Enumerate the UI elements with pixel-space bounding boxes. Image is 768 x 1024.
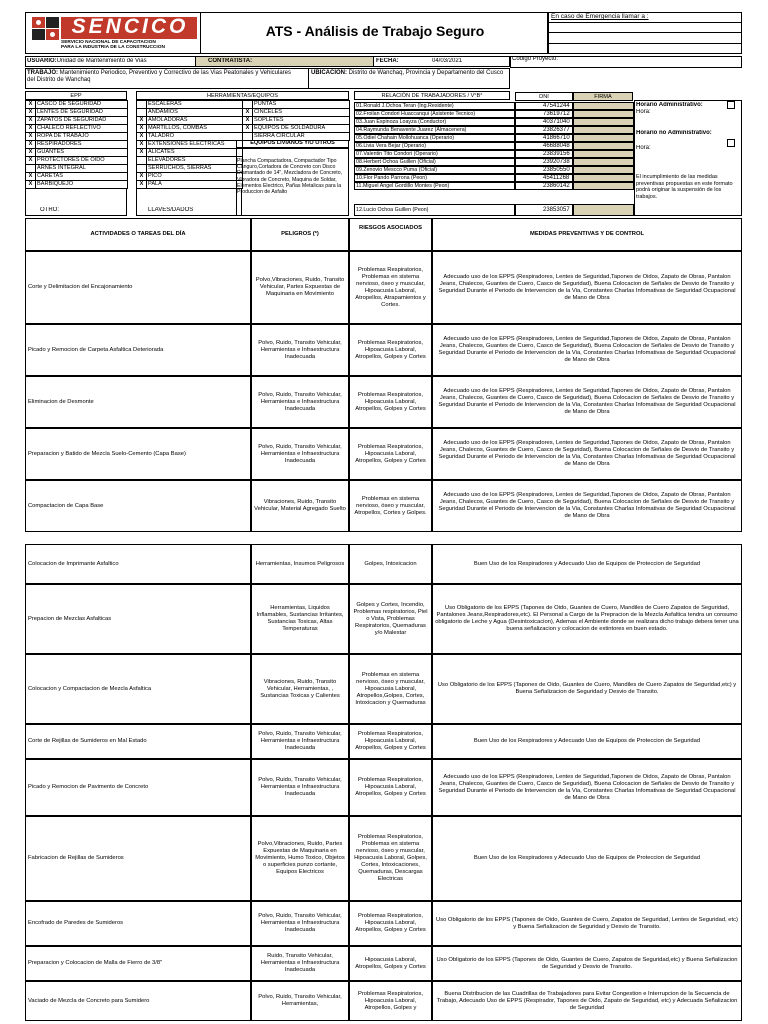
- risks-cell: Golpes y Cortes, Incendio, Problemas respiratorios, Piel o Vista, Problemas Respiratorios, Quemaduras y/o Malestar: [349, 584, 432, 654]
- hazards-cell: Polvo,Vibraciones, Ruido, Transito Vehicular, Partes Expuestas de Maquinaria en Movimiento: [251, 251, 349, 324]
- controls-cell: Uso Obligatorio de los EPPS (Tapones de Oido, Guantes de Cuero, Mandiles de Cuero Zapatos de Seguridad,etc) y Buena Señalizacion de Seguridad y Desvio de Transito.: [432, 654, 742, 724]
- codigo-proyecto-label: Código Proyecto:: [512, 56, 559, 62]
- light-equipment-title: EQUIPOS LIVIANOS Y/O OTROS: [250, 140, 335, 146]
- controls-cell: Buen Uso de los Respiradores y Adecuado Uso de Equipos de Proteccion de Seguridad: [432, 816, 742, 901]
- worker-name: 08.Herbert Ochoa Guillen (Oficial): [354, 158, 515, 166]
- epp-item-label: CHALECO REFLECTIVO: [36, 125, 128, 133]
- tool-item-label: SOPLETES: [253, 117, 350, 125]
- hazards-cell: Polvo,Vibraciones, Ruido, Partes Expuestas de Maquinaria en Movimiento, Humo Toxico, Objetos o superficies punzo cortante, Equipos Electricos: [251, 816, 349, 901]
- fecha-value: 04/03/2021: [432, 58, 463, 64]
- worker-name: 03.Juan Espinoza Loayza (Conductor): [354, 118, 515, 126]
- risks-cell: Problemas Respiratorios, Problemas en sistema nervioso, óseo y muscular, Hipoacusia Laboral, Golpes, Cortes, Intoxicaciones, Quemaduras, Descargas Electricas: [349, 816, 432, 901]
- tools-title: HERRAMIENTAS/EQUIPOS: [136, 91, 349, 100]
- epp-item-label: PROTECTORES DE OIDO: [36, 157, 128, 165]
- epp-item-checkmark[interactable]: X: [26, 133, 36, 141]
- risks-cell: Problemas en sistema nervioso, óseo y muscular, Atropellos, Cortes y Golpes.: [349, 480, 432, 532]
- epp-item-label: CARETAS: [36, 173, 128, 181]
- worker-dni: 23839156: [515, 150, 573, 158]
- tool-item-label: ESCALERAS: [147, 101, 243, 109]
- worker-name: 02.Froilan Condori Huaccanqui (Asistente Tecnico): [354, 110, 515, 118]
- hazards-cell: Polvo, Ruido, Transito Vehicular, Herramientas e Infraestructura Inadecuada: [251, 428, 349, 480]
- worker-dni: 47541244: [515, 102, 573, 110]
- tool-item-label: EXTENSIONES ELECTRICAS: [147, 141, 243, 149]
- contratista-label: CONTRATISTA:: [208, 58, 253, 64]
- activity-cell: Colocacion de Imprimante Asfaltico: [25, 544, 251, 584]
- activity-cell: Corte de Rejillas de Sumideros en Mal Estado: [25, 724, 251, 759]
- epp-item-checkmark[interactable]: X: [26, 173, 36, 181]
- tool-item-label: CINCELES: [253, 109, 350, 117]
- worker-dni: 45411268: [515, 174, 573, 182]
- header-actividades: ACTIVIDADES O TAREAS DEL DÍA: [25, 218, 251, 251]
- controls-cell: Buena Distribucion de las Cuadrillas de Trabajadores para Evitar Congestion e Interrupcion de la Secuencia de Trabajo, Adecuado Uso de EPPS (Respirador, Tapones de Oido, Zapato de Seguridad, etc) y Adecuada Señalizacion de Seguridad: [432, 981, 742, 1021]
- noadmin-hora-label: Hora:: [636, 145, 651, 151]
- worker-dni: 23853057: [515, 204, 573, 216]
- fecha-label: FECHA:: [376, 58, 399, 64]
- activity-cell: Encofrado de Paredes de Sumideros: [25, 901, 251, 946]
- risks-cell: Problemas Respiratorios, Hipoacusia Laboral, Atropellos, Golpes y Cortes: [349, 724, 432, 759]
- risks-cell: Problemas Respiratorios, Problemas en sistema nervioso, óseo y muscular, Hipoacusia Laboral, Atropellos, Atrapamientos y Cortes.: [349, 251, 432, 324]
- risks-cell: Problemas Respiratorios, Hipoacusia Laboral, Atropellos, Golpes y Cortes: [349, 901, 432, 946]
- trabajo-label: TRABAJO:: [27, 70, 58, 76]
- ubicacion-label: UBICACIÓN:: [311, 70, 347, 76]
- risks-cell: Problemas Respiratorios, Hipoacusia Laboral, Atropellos, Golpes y Cortes: [349, 376, 432, 428]
- worker-name: 01.Ronald J.Ochoa Teran (Ing.Residente): [354, 102, 515, 110]
- hazards-cell: Polvo, Ruido, Transito Vehicular, Herramientas e Infraestructura Inadecuada: [251, 724, 349, 759]
- epp-item-checkmark[interactable]: X: [26, 157, 36, 165]
- risks-cell: Problemas Respiratorios, Hipoacusia Laboral, Atropellos, Golpes y Cortes: [349, 324, 432, 376]
- tool-item-checkmark[interactable]: X: [137, 181, 147, 189]
- controls-cell: Adecuado uso de los EPPS (Respiradores, Lentes de Seguridad,Tapones de Oidos, Zapato de Obras, Pantalon Jeans, Chalecos, Guantes de Cuero, Casco de Seguridad), Buena Colocacion de Señales de Desvio de Transito y Seguridad Durante el Periodo de Intervencion de la Via, Constantes Charlas Infomativas de Seguridad Ocupacional de Mano de Obra: [432, 480, 742, 532]
- activity-cell: Picado y Remocion de Carpeta Asfaltica Deteriorada: [25, 324, 251, 376]
- firma-header: FIRMA: [573, 92, 633, 101]
- activity-cell: Compactacion de Capa Base: [25, 480, 251, 532]
- noadmin-schedule-label: Horario no Administrativo:: [636, 130, 712, 136]
- epp-item-label: ARNES INTEGRAL: [36, 165, 128, 173]
- worker-name: 11.Miguel Angel Gordillo Montes (Peon): [354, 182, 515, 190]
- epp-item-label: ROPA DE TRABAJO: [36, 133, 128, 141]
- tool-item-checkmark[interactable]: X: [243, 109, 253, 117]
- worker-dni: 40371040: [515, 118, 573, 126]
- epp-item-checkmark[interactable]: X: [26, 101, 36, 109]
- activity-cell: Vaciado de Mezcla de Concreto para Sumidero: [25, 981, 251, 1021]
- tool-item-checkmark[interactable]: X: [137, 173, 147, 181]
- epp-other-label: OTRO:: [40, 207, 59, 213]
- epp-item-label: ZAPATOS DE SEGURIDAD: [36, 117, 128, 125]
- worker-dni: 23826377: [515, 126, 573, 134]
- hazards-cell: Polvo, Ruido, Transito Vehicular, Herramientas e Infraestructura Inadecuada: [251, 376, 349, 428]
- risks-cell: Problemas Respiratorios, Hipoacusia Laboral, Atropellos, Golpes y Cortes: [349, 759, 432, 816]
- hazards-cell: Vibraciones, Ruido, Transito Vehicular, Herramientas, , Sustancias Toxicas y Calientes: [251, 654, 349, 724]
- epp-item-label: GUANTES: [36, 149, 128, 157]
- header-medidas: MEDIDAS PREVENTIVAS Y DE CONTROL: [432, 218, 742, 251]
- risks-cell: Golpes, Intoxicacion: [349, 544, 432, 584]
- emergency-label: En caso de Emergencia llamar a :: [551, 13, 649, 20]
- tool-item-checkmark[interactable]: X: [137, 117, 147, 125]
- hazards-cell: Polvo, Ruido, Transito Vehicular, Herramientas e Infraestructura Inadecuada: [251, 324, 349, 376]
- ubicacion-value: Distrito de Wanchaq, Provincia y Departamento del Cusco: [348, 70, 504, 76]
- dni-header: DNI: [515, 92, 573, 101]
- worker-name: 10.Flor Pando Parrona (Peon): [354, 174, 515, 182]
- light-equipment-text: Plancha Compactadora, Compactador Tipo Canguro,Cortadora de Concreto con Disco Diamantado de 14", Mezcladora de Concreto, Vibradora de Concreto, Maquina de Soldar, Elementos Electrico, Pañas Metalicas para la Produccion de Asfalto: [237, 158, 343, 196]
- epp-item-checkmark[interactable]: X: [26, 149, 36, 157]
- controls-cell: Uso Obligatorio de los EPPS (Tapones de Oido, Guantes de Cuero, Zapatos de Seguridad,etc) y Buena Señalizacion de Seguridad y Desvio de Transito.: [432, 946, 742, 981]
- activity-cell: Preparacion y Colocacion de Malla de Fierro de 3/8": [25, 946, 251, 981]
- worker-name: 05.Odiel Chahain Mollohuanca (Operario): [354, 134, 515, 142]
- tool-item-label: ALICATES: [147, 149, 243, 157]
- logo-sub1: SERVICIO NACIONAL DE CAPACITACIÓN: [61, 40, 156, 45]
- admin-schedule-label: Horario Administrativo:: [636, 102, 703, 108]
- tool-item-checkmark[interactable]: X: [137, 149, 147, 157]
- workers-title: RELACIÓN DE TRABAJADORES / V°B°: [354, 91, 510, 100]
- hazards-cell: Herramientas, Insumos Peligrosos: [251, 544, 349, 584]
- admin-hora-label: Hora:: [636, 109, 651, 115]
- epp-item-label: LENTES DE SEGURIDAD: [36, 109, 128, 117]
- controls-cell: Adecuado uso de los EPPS (Respiradores, Lentes de Seguridad,Tapones de Oidos, Zapato de Obras, Pantalon Jeans, Chalecos, Guantes de Cuero, Casco de Seguridad), Buena Colocacion de Señales de Desvio de Transito y Seguridad Durante el Periodo de Intervencion de la Via, Constantes Charlas Infomativas de Seguridad Ocupacional de Mano de Obra: [432, 251, 742, 324]
- tool-item-label: ELEVADORES: [147, 157, 243, 165]
- tool-item-label: AMOLADORAS: [147, 117, 243, 125]
- epp-item-checkmark[interactable]: X: [26, 125, 36, 133]
- activity-cell: Preparacion y Batido de Mezcla Suelo-Cemento (Capa Base): [25, 428, 251, 480]
- tool-item-label: PUNTAS: [253, 101, 350, 109]
- controls-cell: Adecuado uso de los EPPS (Respiradores, Lentes de Seguridad,Tapones de Oidos, Zapato de Obras, Pantalon Jeans, Chalecos, Guantes de Cuero, Casco de Seguridad), Buena Colocacion de Señales de Desvio de Transito y Seguridad Durante el Periodo de Intervencion de la Via, Constantes Charlas Infomativas de Seguridad Ocupacional de Mano de Obra: [432, 324, 742, 376]
- epp-item-checkmark[interactable]: X: [26, 109, 36, 117]
- worker-name: 04.Raymunda Benavente Juarez (Almacenera): [354, 126, 515, 134]
- tool-item-label: PALA: [147, 181, 243, 189]
- controls-cell: Adecuado uso de los EPPS (Respiradores, Lentes de Seguridad,Tapones de Oidos, Zapato de Obras, Pantalon Jeans, Chalecos, Guantes de Cuero, Casco de Seguridad), Buena Colocacion de Señales de Desvio de Transito y Seguridad Durante el Periodo de Intervencion de la Via, Constantes Charlas Infomativas de Seguridad Ocupacional de Mano de Obra: [432, 759, 742, 816]
- controls-cell: Adecuado uso de los EPPS (Respiradores, Lentes de Seguridad,Tapones de Oidos, Zapato de Obras, Pantalon Jeans, Chalecos, Guantes de Cuero, Casco de Seguridad), Buena Colocacion de Señales de Desvio de Transito y Seguridad Durante el Periodo de Intervencion de la Via, Constantes Charlas Infomativas de Seguridad Ocupacional de Mano de Obra: [432, 376, 742, 428]
- controls-cell: Adecuado uso de los EPPS (Respiradores, Lentes de Seguridad,Tapones de Oidos, Zapato de Obras, Pantalon Jeans, Chalecos, Guantes de Cuero, Casco de Seguridad), Buena Colocacion de Señales de Desvio de Transito y Seguridad Durante el Periodo de Intervencion de la Via, Constantes Charlas Infomativas de Seguridad Ocupacional de Mano de Obra: [432, 428, 742, 480]
- worker-name: 07.Valentin Tito Condori (Operario): [354, 150, 515, 158]
- logo-sub2: PARA LA INDUSTRIA DE LA CONSTRUCCIÓN: [61, 45, 165, 50]
- risks-cell: Problemas Respiratorios, Hipoacusia Laboral, Atropellos, Golpes y: [349, 981, 432, 1021]
- epp-item-checkmark[interactable]: X: [26, 141, 36, 149]
- activity-cell: Prepacion de Mezclas Asfalticas: [25, 584, 251, 654]
- usuario-label: USUARIO:: [27, 58, 57, 64]
- worker-dni: 46688048: [515, 142, 573, 150]
- risks-cell: Hipoacusia Laboral, Atropellos, Golpes y Cortes: [349, 946, 432, 981]
- tool-item-label: SERRUCHOS, SIERRAS: [147, 165, 243, 173]
- activity-cell: Eliminacion de Desmonte: [25, 376, 251, 428]
- risks-cell: Problemas en sistema nervioso, óseo y muscular, Hipoacusia Laboral, Atropellos,Golpes, Cortes, Intoxicacion y Quemaduras: [349, 654, 432, 724]
- tools-last-label: LLAVES/DADOS: [148, 207, 194, 213]
- tool-item-label: PICO: [147, 173, 243, 181]
- risks-cell: Problemas Respiratorios, Hipoacusia Laboral, Atropellos, Golpes y Cortes: [349, 428, 432, 480]
- hazards-cell: Ruido, Transito Vehicular, Herramientas e Infraestructura Inadecuada: [251, 946, 349, 981]
- activity-cell: Picado y Remocion de Pavimento de Concreto: [25, 759, 251, 816]
- tool-item-label: EQUIPOS DE SOLDADURA: [253, 125, 350, 133]
- header-riesgos: RIESGOS ASOCIADOS: [349, 218, 432, 251]
- epp-item-label: BARBIQUEJO: [36, 181, 128, 189]
- tool-item-checkmark[interactable]: X: [137, 133, 147, 141]
- tool-item-label: SIERRA CIRCULAR: [253, 133, 350, 141]
- hazards-cell: Polvo, Ruido, Transito Vehicular, Herramientas e Infraestructura Inadecuada: [251, 901, 349, 946]
- worker-dni: 73619712: [515, 110, 573, 118]
- usuario-value: Unidad de Mantenimiento de Vias: [56, 58, 147, 64]
- activity-cell: Fabricacion de Rejillas de Sumideros: [25, 816, 251, 901]
- tool-item-checkmark[interactable]: X: [137, 141, 147, 149]
- hazards-cell: Polvo, Ruido, Transito Vehicular, Herramientas,: [251, 981, 349, 1021]
- worker-dni: 41866710: [515, 134, 573, 142]
- schedule-note: El incumplimiento de las medidas preventivas propuestas en este formato podrá originar la suspensión de los trabajos.: [636, 174, 733, 200]
- hazards-cell: Vibraciones, Ruido, Transito Vehicular, Material Agregado Suelto: [251, 480, 349, 532]
- activity-cell: Corte y Delimitacion del Encajonamiento: [25, 251, 251, 324]
- tool-item-checkmark[interactable]: X: [137, 125, 147, 133]
- worker-name: 09.Zenovio Mescco Puma (Oficial): [354, 166, 515, 174]
- hazards-cell: Herramientas, Liquidos Inflamables, Sustancias Irritantes, Sustancias Toxicas, Altas Temperaturas: [251, 584, 349, 654]
- tool-item-label: MARTILLOS, COMBAS: [147, 125, 243, 133]
- epp-item-label: CASCO DE SEGURIDAD: [36, 101, 128, 109]
- epp-item-checkmark[interactable]: X: [26, 117, 36, 125]
- controls-cell: Buen Uso de los Respiradores y Adecuado Uso de Equipos de Proteccion de Seguridad: [432, 724, 742, 759]
- activity-cell: Colocacion y Compactacion de Mezcla Asfaltica: [25, 654, 251, 724]
- tool-item-checkmark[interactable]: X: [243, 125, 253, 133]
- header-peligros: PELIGROS (*): [251, 218, 349, 251]
- worker-name: 12.Lucio Ochoa Guillen (Peon): [354, 204, 515, 216]
- tool-item-checkmark[interactable]: X: [243, 117, 253, 125]
- hazards-cell: Polvo, Ruido, Transito Vehicular, Herramientas e Infraestructura Inadecuada: [251, 759, 349, 816]
- tool-item-label: ANDAMIOS: [147, 109, 243, 117]
- controls-cell: Uso Obligatorio de los EPPS (Tapones de Oido, Guantes de Cuero, Mandiles de Cuero Zapatos de Seguridad, Pantalones Jeans,Respiradores,etc). El Personal a Cargo de la Prepracion de la Mezcla Asfaltica tendra un consumo obligatorio de Leche y Agua (Desintoxicacion), Ademas el Ambiente donde se realizara dicho trabajo debera tener una buena señalizacion y colocacion de extintores en buen estado.: [432, 584, 742, 654]
- worker-dni: 23850550: [515, 166, 573, 174]
- page-title: ATS - Análisis de Trabajo Seguro: [265, 23, 485, 39]
- worker-name: 06.Livia Vera Bejar (Operario): [354, 142, 515, 150]
- trabajo-value: Mantenimiento Periodico, Preventivo y Correctivo de las Vias Peatonales y Vehiculares del Distrito de Wanchaq: [27, 70, 292, 83]
- worker-dni: 23920738: [515, 158, 573, 166]
- logo-text: SENCICO: [71, 15, 189, 38]
- epp-item-checkmark[interactable]: X: [26, 181, 36, 189]
- tool-item-label: TALADRO: [147, 133, 243, 141]
- epp-title: EPP: [25, 91, 127, 100]
- epp-item-label: RESPIRADORES: [36, 141, 128, 149]
- controls-cell: Buen Uso de los Respiradores y Adecuado Uso de Equipos de Proteccion de Seguridad: [432, 544, 742, 584]
- worker-dni: 23860142: [515, 182, 573, 190]
- controls-cell: Uso Obligatorio de los EPPS (Tapones de Oido, Guantes de Cuero, Zapatos de Seguridad, Lentes de Seguridad, etc) y Buena Señalizacion de Seguridad y Desvio de Transito.: [432, 901, 742, 946]
